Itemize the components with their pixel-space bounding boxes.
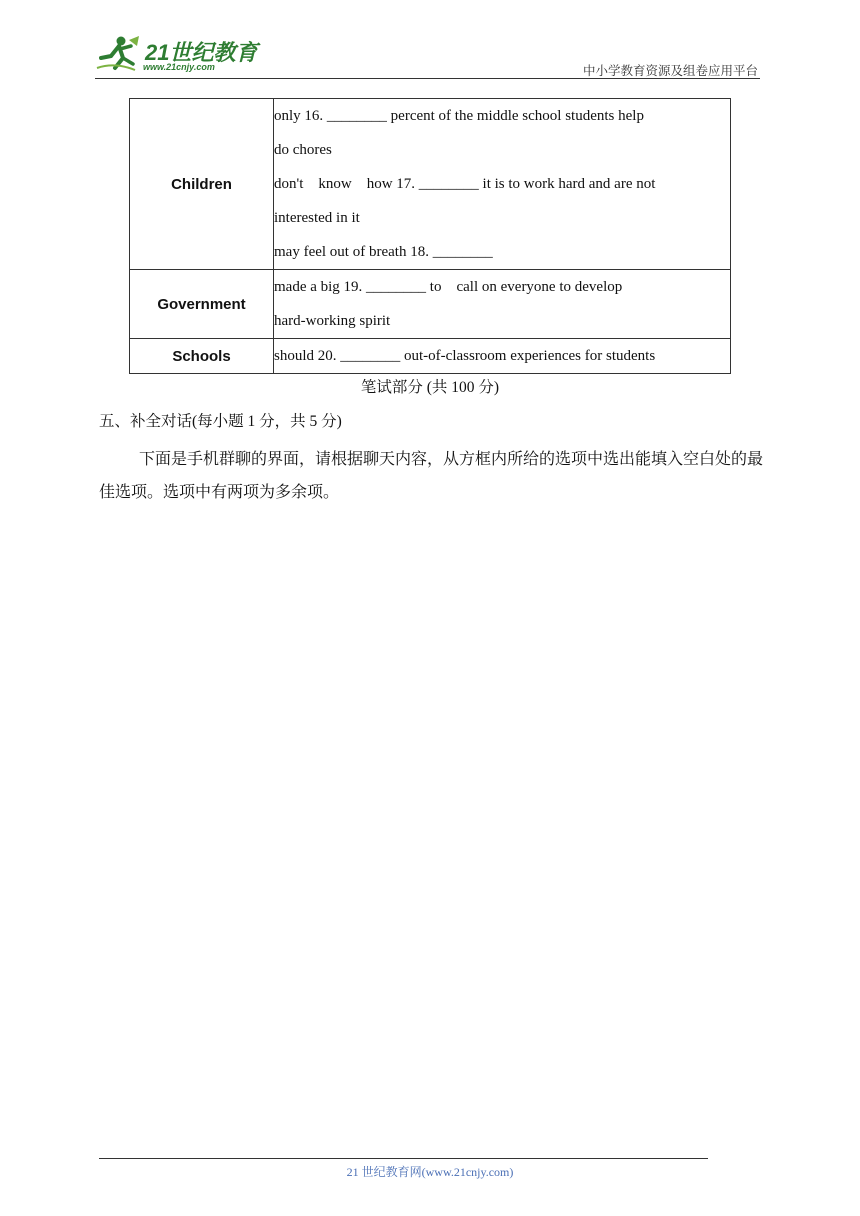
instruction-paragraph: 下面是手机群聊的界面，请根据聊天内容，从方框内所给的选项中选出能填入空白处的最佳选项。选项中有两项为多余项。 xyxy=(99,451,764,501)
content-line: may feel out of breath 18. ________ xyxy=(274,244,493,260)
row-content xyxy=(274,270,731,339)
section-title: 笔试部分 (共 100 分) xyxy=(360,379,500,396)
site-logo xyxy=(95,34,265,74)
content-line: interested in it xyxy=(274,210,360,226)
question-heading: 五、补全对话(每小题 1 分，共 5 分) xyxy=(99,413,342,430)
row-label: Schools xyxy=(130,339,274,374)
logo-url: www.21cnjy.com xyxy=(143,62,215,72)
row-label: Children xyxy=(130,99,274,270)
platform-name: 中小学教育资源及组卷应用平台 xyxy=(582,63,758,78)
page-header xyxy=(95,30,760,79)
content-line: made a big 19. ________ to call on everyone to develop xyxy=(274,279,623,295)
content-line: should 20. ________ out-of-classroom experiences for students xyxy=(274,348,656,364)
content-line: don't know how 17. ________ it is to work hard and are not xyxy=(274,176,656,192)
table-row xyxy=(130,270,731,339)
row-content xyxy=(274,99,731,270)
page-footer: 21 世纪教育网(www.21cnjy.com) xyxy=(346,1165,514,1179)
runner-logo-icon xyxy=(95,34,143,74)
table-row xyxy=(130,339,731,374)
content-line: only 16. ________ percent of the middle school students help xyxy=(274,108,644,124)
content-line: hard-working spirit xyxy=(274,313,391,329)
logo-text: 21世纪教育 xyxy=(145,40,258,65)
row-label: Government xyxy=(130,270,274,339)
summary-table xyxy=(129,98,731,374)
footer-divider xyxy=(99,1158,708,1159)
content-line: do chores xyxy=(274,142,332,158)
table-row xyxy=(130,99,731,270)
row-content xyxy=(274,339,731,374)
